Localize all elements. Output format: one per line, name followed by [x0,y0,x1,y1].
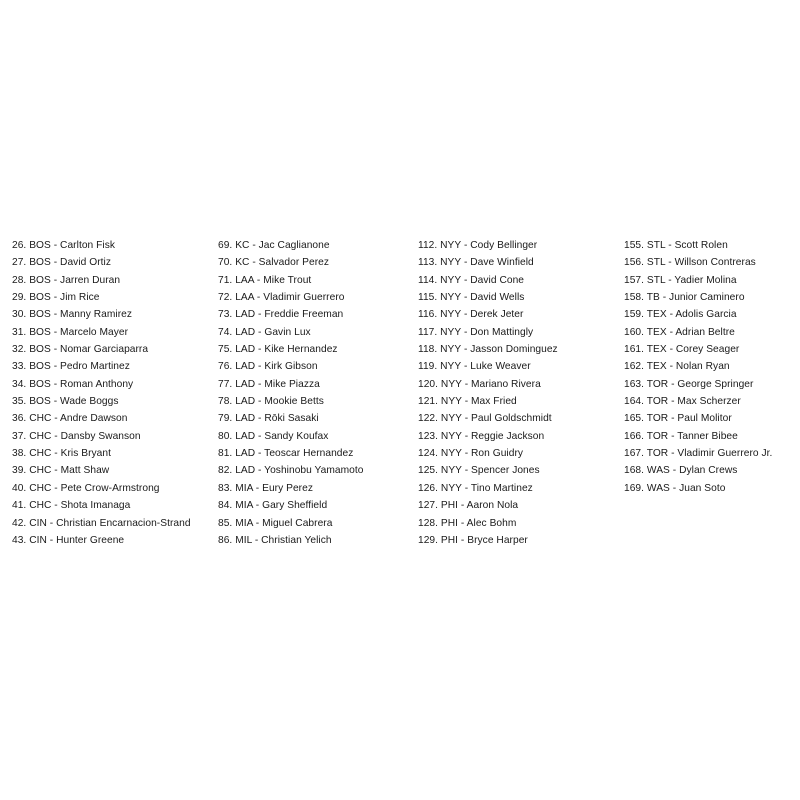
list-item: 81. LAD - Teoscar Hernandez [218,448,354,460]
list-item: 32. BOS - Nomar Garciaparra [12,344,149,356]
list-item: 115. NYY - David Wells [418,292,525,304]
list-item: 79. LAD - Rōki Sasaki [218,413,319,425]
list-item: 35. BOS - Wade Boggs [12,396,119,408]
list-item: 34. BOS - Roman Anthony [12,378,134,390]
list-item: 129. PHI - Bryce Harper [418,534,528,546]
list-item: 36. CHC - Andre Dawson [12,413,128,425]
list-item: 116. NYY - Derek Jeter [418,309,524,321]
list-item: 126. NYY - Tino Martinez [418,482,533,494]
list-item: 159. TEX - Adolis Garcia [624,309,737,321]
list-item: 29. BOS - Jim Rice [12,292,100,304]
list-column-1 [12,237,191,549]
player-list [0,237,800,557]
list-item: 37. CHC - Dansby Swanson [12,430,141,442]
list-column-4 [624,237,772,497]
list-item: 84. MIA - Gary Sheffield [218,500,328,512]
list-item: 77. LAD - Mike Piazza [218,378,320,390]
list-item: 127. PHI - Aaron Nola [418,500,519,512]
list-item: 113. NYY - Dave Winfield [418,257,534,269]
list-item: 70. KC - Salvador Perez [218,257,329,269]
list-item: 28. BOS - Jarren Duran [12,274,121,286]
list-item: 30. BOS - Manny Ramirez [12,309,133,321]
list-item: 164. TOR - Max Scherzer [624,396,741,408]
list-item: 80. LAD - Sandy Koufax [218,430,329,442]
list-item: 119. NYY - Luke Weaver [418,361,531,373]
list-item: 41. CHC - Shota Imanaga [12,500,131,512]
list-item: 167. TOR - Vladimir Guerrero Jr. [624,448,773,460]
list-item: 33. BOS - Pedro Martinez [12,361,130,373]
list-item: 125. NYY - Spencer Jones [418,465,540,477]
list-item: 128. PHI - Alec Bohm [418,517,517,529]
list-item: 31. BOS - Marcelo Mayer [12,326,129,338]
list-item: 121. NYY - Max Fried [418,396,517,408]
list-item: 27. BOS - David Ortiz [12,257,111,269]
list-item: 39. CHC - Matt Shaw [12,465,110,477]
list-item: 157. STL - Yadier Molina [624,274,737,286]
list-item: 162. TEX - Nolan Ryan [624,361,730,373]
list-item: 43. CIN - Hunter Greene [12,534,125,546]
list-item: 156. STL - Willson Contreras [624,257,756,269]
list-item: 71. LAA - Mike Trout [218,274,312,286]
list-item: 160. TEX - Adrian Beltre [624,326,735,338]
list-item: 40. CHC - Pete Crow-Armstrong [12,482,160,494]
list-item: 155. STL - Scott Rolen [624,240,728,251]
list-item: 161. TEX - Corey Seager [624,344,740,356]
list-item: 165. TOR - Paul Molitor [624,413,732,425]
list-item: 72. LAA - Vladimir Guerrero [218,292,345,304]
list-item: 76. LAD - Kirk Gibson [218,361,318,373]
list-item: 158. TB - Junior Caminero [624,292,745,304]
list-item: 74. LAD - Gavin Lux [218,326,311,338]
list-item: 42. CIN - Christian Encarnacion-Strand [12,517,191,529]
list-item: 85. MIA - Miguel Cabrera [218,517,333,529]
list-item: 83. MIA - Eury Perez [218,482,313,494]
list-item: 114. NYY - David Cone [418,274,524,286]
list-item: 38. CHC - Kris Bryant [12,448,111,460]
list-item: 75. LAD - Kike Hernandez [218,344,338,356]
list-item: 120. NYY - Mariano Rivera [418,378,541,390]
list-item: 169. WAS - Juan Soto [624,482,726,494]
list-column-2 [218,237,363,549]
list-item: 26. BOS - Carlton Fisk [12,240,116,251]
list-item: 123. NYY - Reggie Jackson [418,430,545,442]
list-item: 86. MIL - Christian Yelich [218,534,332,546]
list-item: 78. LAD - Mookie Betts [218,396,324,408]
list-item: 82. LAD - Yoshinobu Yamamoto [218,465,364,477]
list-item: 118. NYY - Jasson Dominguez [418,344,558,356]
list-column-3 [418,237,558,549]
list-item: 73. LAD - Freddie Freeman [218,309,344,321]
list-item: 69. KC - Jac Caglianone [218,240,330,251]
list-item: 112. NYY - Cody Bellinger [418,240,538,251]
list-item: 117. NYY - Don Mattingly [418,326,534,338]
list-item: 168. WAS - Dylan Crews [624,465,738,477]
list-item: 166. TOR - Tanner Bibee [624,430,738,442]
list-item: 124. NYY - Ron Guidry [418,448,524,460]
list-item: 163. TOR - George Springer [624,378,754,390]
list-item: 122. NYY - Paul Goldschmidt [418,413,552,425]
